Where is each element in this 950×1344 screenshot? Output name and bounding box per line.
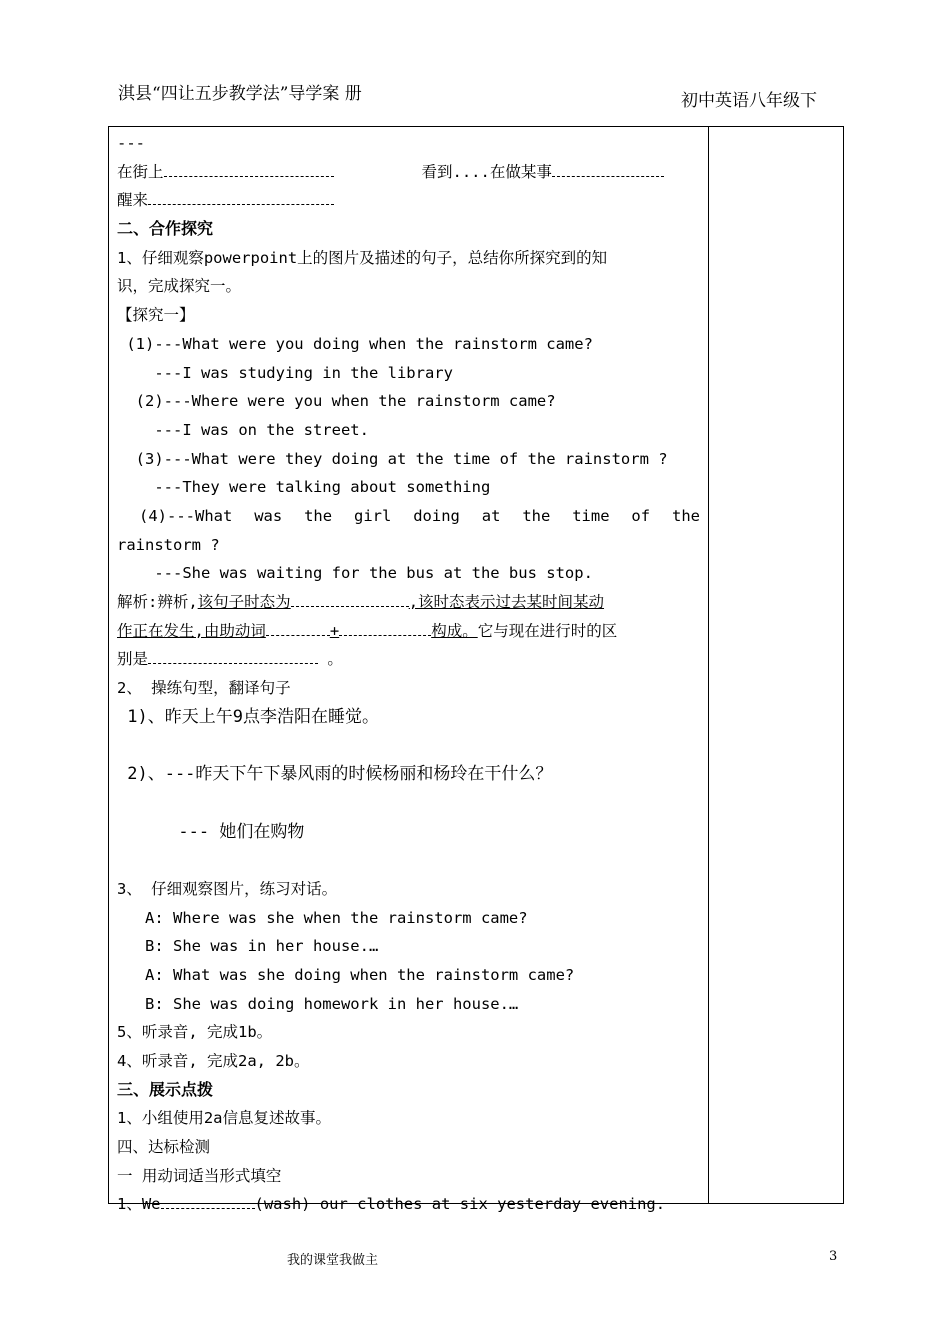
instruction-line: 3、 仔细观察图片，练习对话。: [117, 879, 338, 898]
dialogue-line: A: What was she doing when the rainstorm came?: [117, 965, 575, 984]
section-heading: 三、展示点拨: [117, 1079, 214, 1099]
dialogue-line: B: She was doing homework in her house.…: [117, 994, 519, 1013]
dialogue-line: (1)---What were you doing when the rainstorm came?: [117, 334, 593, 353]
dialogue-line: rainstorm ?: [117, 535, 220, 554]
instruction-line: 1、小组使用2a信息复述故事。: [117, 1109, 331, 1128]
header-course: 初中英语八年级下: [681, 91, 817, 111]
vocab-line: 在街上 看到....在做某事: [117, 158, 700, 187]
text-line: ---: [117, 134, 145, 152]
instruction-line: 1、仔细观察powerpoint上的图片及描述的句子，总结你所探究到的知: [117, 248, 608, 267]
dialogue-line: ---She was waiting for the bus at the bus stop.: [117, 564, 593, 583]
fill-blank: [148, 190, 334, 205]
dialogue-line: B: She was in her house.…: [117, 937, 379, 956]
fill-blank: [339, 621, 431, 636]
section-heading: 四、达标检测: [117, 1138, 211, 1157]
instruction-line: 4、听录音, 完成2a, 2b。: [117, 1052, 310, 1070]
exercise-line: 1、We (wash) our clothes at six yesterday evening.: [117, 1195, 666, 1214]
dialogue-line: A: Where was she when the rainstorm came?: [117, 908, 528, 927]
instruction-line: 2、 操练句型，翻译句子: [117, 679, 291, 698]
spacer: [117, 731, 700, 760]
fill-blank: [148, 649, 318, 664]
page-number: 3: [829, 1249, 838, 1264]
section-heading: 二、合作探究: [117, 219, 214, 239]
footer-motto: 我的课堂我做主: [287, 1253, 379, 1268]
table-column-divider: [708, 126, 709, 1204]
translate-item: --- 她们在购物: [117, 821, 305, 842]
analysis-line: 别是 。: [117, 650, 343, 669]
spacer: [117, 846, 700, 875]
vocab-line: 醒来: [117, 186, 700, 215]
instruction-line: 识，完成探究一。: [117, 277, 242, 296]
dialogue-line: (3)---What were they doing at the time of the rainstorm ?: [117, 449, 668, 468]
analysis-line: 解析:辨析,该句子时态为 ,该时态表示过去某时间某动: [117, 593, 605, 611]
explore-heading: 【探究一】: [117, 306, 195, 325]
translate-item: 1)、昨天上午9点李浩阳在睡觉。: [117, 706, 379, 727]
instruction-line: 一 用动词适当形式填空: [117, 1166, 282, 1185]
fill-blank: [552, 162, 664, 177]
fill-blank: [291, 592, 409, 607]
header-title: 淇县“四让五步教学法”导学案 册: [118, 84, 362, 104]
dialogue-line: ---I was studying in the library: [117, 363, 453, 382]
spacer: [117, 789, 700, 818]
worksheet-content: [117, 129, 700, 1219]
dialogue-line: (2)---Where were you when the rainstorm came?: [117, 392, 556, 411]
fill-blank: [164, 162, 334, 177]
dialogue-line: ---I was on the street.: [117, 420, 369, 439]
instruction-line: 5、听录音, 完成1b。: [117, 1023, 273, 1042]
fill-blank: [266, 621, 330, 636]
fill-blank: [161, 1194, 255, 1209]
analysis-line: 作正在发生,由助动词 + 构成。它与现在进行时的区: [117, 621, 618, 640]
translate-item: 2)、---昨天下午下暴风雨的时候杨丽和杨玲在干什么？: [117, 764, 553, 785]
dialogue-line: ---They were talking about something: [117, 478, 491, 497]
dialogue-line: (4)---What was the girl doing at the time of the: [139, 506, 700, 525]
